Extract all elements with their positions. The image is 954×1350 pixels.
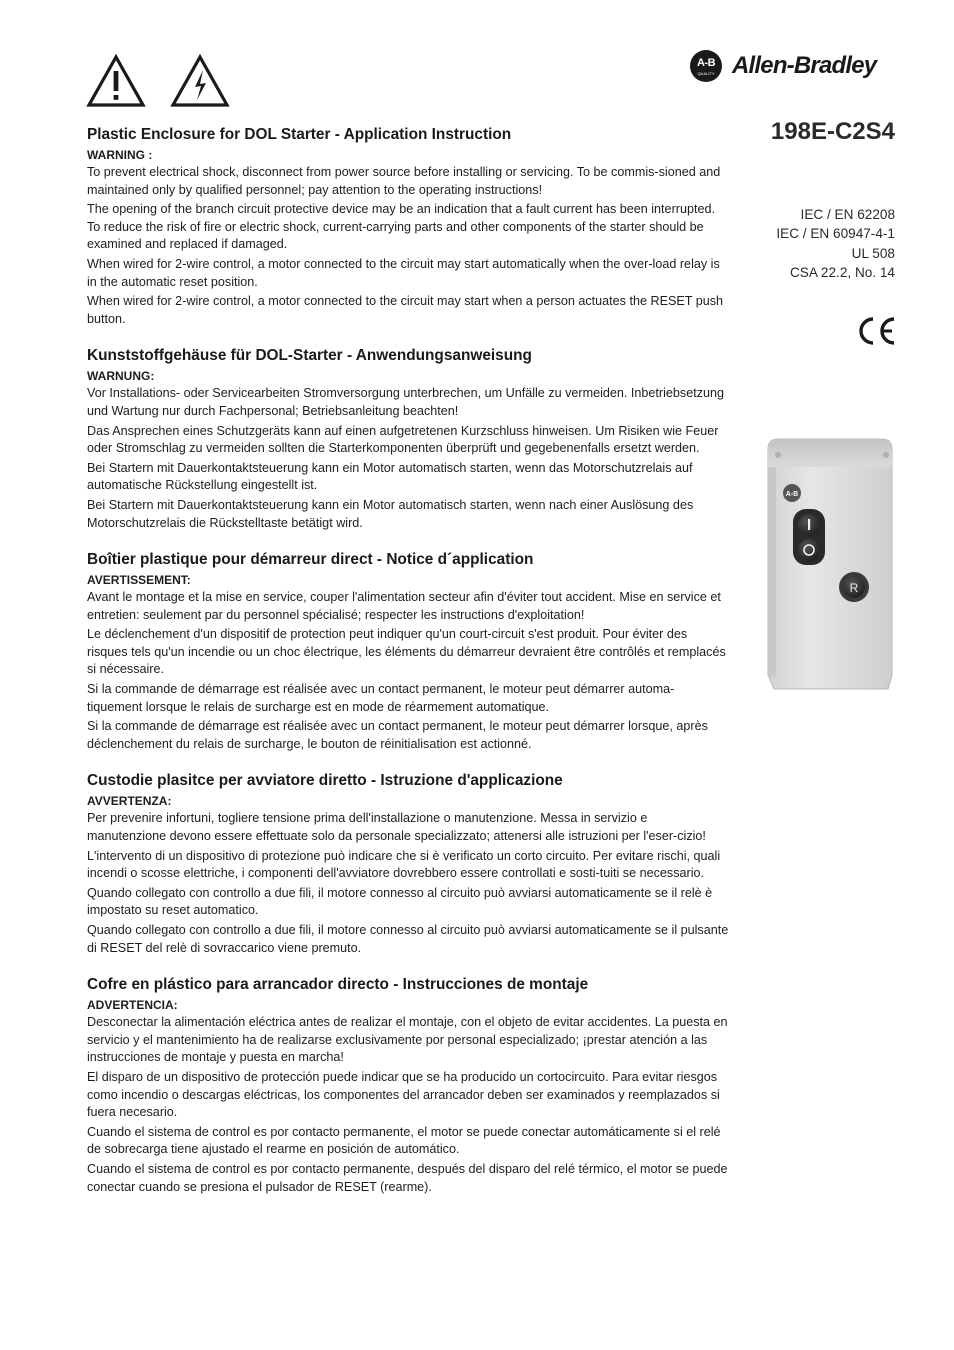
- paragraph: Cuando el sistema de control es por contacto permanente, el motor se puede conectar automáticamente si el relé de sobrecarga tiene ajustado el rearme en posición de automático.: [87, 1124, 721, 1157]
- product-code: 198E-C2S4: [770, 118, 895, 145]
- paragraph: L'intervento di un dispositivo di protezione può indicare che si è verificato un corto circuito. Per evitare rischi, quali incendi o scosse elettriche, i componenti dell'avviatore dovrebbero essere controllati e sosti-tuiti se necessario.: [87, 848, 721, 881]
- section-title: Plastic Enclosure for DOL Starter - Application Instruction: [87, 126, 512, 143]
- standard-item: UL 508: [851, 245, 895, 261]
- brand-name: Allen-Bradley: [732, 52, 877, 79]
- paragraph: To prevent electrical shock, disconnect from power source before installing or servicing. To be commis-sioned and maintained only by qualified personnel; pay attention to the operating instructions!: [87, 165, 721, 197]
- standard-item: IEC / EN 62208: [800, 207, 895, 222]
- photo-reset-label: R: [849, 581, 859, 595]
- warning-label: ADVERTENCIA:: [87, 998, 178, 1013]
- paragraph: Si la commande de démarrage est réalisée avec un contact permanent, le moteur peut démarrer lorsque, après déclenchement du relais de surcharge, le bouton de réinitialisation est actionné.: [87, 719, 708, 751]
- caution-triangle-icon: [86, 54, 146, 108]
- paragraph: Quando collegato con controllo a due fili, il motore connesso al circuito può avviarsi automaticamente se il pulsante di RESET del relè di sovraccarico viene premuto.: [87, 923, 729, 955]
- standards-list: [776, 205, 895, 283]
- electric-hazard-icon: [170, 54, 230, 108]
- paragraph: When wired for 2-wire control, a motor connected to the circuit may start when a person actuates the RESET push button.: [87, 294, 724, 326]
- photo-ab-logo-text: A-B: [785, 491, 799, 498]
- paragraph: Bei Startern mit Dauerkontaktsteuerung kann ein Motor automatisch starten, wenn das Motorschutzrelais auf automatische Rückstellung eingestellt ist.: [87, 460, 693, 493]
- warning-label: AVERTISSEMENT:: [87, 573, 191, 588]
- paragraph: Avant le montage et la mise en service, couper l'alimentation secteur afin d'éviter tout accident. Mise en service et entretien: seulement par du personnel spécialisé; respecter les instructions d'exploitation!: [87, 590, 721, 622]
- ce-mark-icon: [856, 316, 898, 351]
- instruction-content: [87, 124, 729, 1213]
- warning-label: WARNING :: [87, 148, 153, 162]
- brand-logo: [690, 50, 876, 82]
- section-italian: [87, 770, 729, 957]
- warning-label: AVVERTENZA:: [87, 794, 172, 809]
- section-title: Custodie plasitce per avviatore diretto - Istruzione d'applicazione: [87, 772, 563, 790]
- paragraph: Per prevenire infortuni, togliere tensione prima dell'installazione o manutenzione. Messa in servizio e manutenzione devono essere effettuate solo da personale specializzato; attenersi alle istruzioni per l'eser-cizio!: [87, 811, 706, 844]
- product-photo: [764, 437, 896, 693]
- paragraph: Vor Installations- oder Servicearbeiten Stromversorgung unterbrechen, um Unfälle zu vermeiden. Inbetriebsetzung und Wartung nur durch Fachpersonal; Betriebsanleitung beachten!: [87, 386, 725, 418]
- section-title: Cofre en plástico para arrancador directo - Instrucciones de montaje: [87, 976, 589, 994]
- ab-badge-text: A-B: [696, 57, 716, 69]
- paragraph: When wired for 2-wire control, a motor connected to the circuit may start automatically when the over-load relay is in the automatic reset position.: [87, 256, 720, 289]
- paragraph: Le déclenchement d'un dispositif de protection peut indiquer qu'un court-circuit s'est produit. Pour éviter des risques tels qu'un incendie ou un choc électrique, les éléments du démarreur devraient être contrôlés et remplacés si nécessaire.: [87, 627, 726, 677]
- section-spanish: [87, 974, 729, 1196]
- ab-badge-icon: [690, 50, 722, 82]
- paragraph: El disparo de un dispositivo de protección puede indicar que se ha producido un cortocircuito. Para evitar riesgos como incendio o descargas eléctricas, los componentes del arrancador deben ser examinados y reemplazados si fuera necesario.: [87, 1069, 720, 1120]
- section-title: Kunststoffgehäuse für DOL-Starter - Anwendungsanweisung: [87, 347, 532, 365]
- paragraph: Desconectar la alimentación eléctrica antes de realizar el montaje, con el objeto de evitar accidentes. La puesta en servicio y el mantenimiento ha de realizarse exclusivamente por personal especializado; ¡prestar atención a las instrucciones de montaje y puesta en marcha!: [87, 1015, 728, 1065]
- warning-label: WARNUNG:: [87, 369, 155, 384]
- warning-icons: [86, 54, 230, 108]
- ab-badge-subtext: QUALITY: [697, 71, 715, 76]
- standard-item: IEC / EN 60947-4-1: [776, 226, 895, 242]
- standard-item: CSA 22.2, No. 14: [789, 265, 895, 281]
- section-title: Boîtier plastique pour démarreur direct - Notice d´application: [87, 551, 534, 569]
- paragraph: Quando collegato con controllo a due fili, il motore connesso al circuito può avviarsi automaticamente se il relè è impostato su reset automatico.: [87, 885, 713, 918]
- section-french: [87, 549, 729, 753]
- paragraph: Si la commande de démarrage est réalisée avec un contact permanent, le moteur peut démarrer automa-tiquement lorsque le relais de surcharge est en mode de réarmement automatique.: [87, 682, 675, 714]
- paragraph: Bei Startern mit Dauerkontaktsteuerung kann ein Motor automatisch starten, wenn nach einer Auslösung des Motorschutzrelais die Rückstelltaste betätigt wird.: [87, 497, 694, 530]
- paragraph: Cuando el sistema de control es por contacto permanente, después del disparo del relé térmico, el motor se puede conectar cuando se presiona el pulsador de RESET (rearme).: [87, 1161, 728, 1194]
- section-english: [87, 124, 729, 328]
- paragraph: The opening of the branch circuit protective device may be an indication that a fault current has been interrupted. To reduce the risk of fire or electric shock, current-carrying parts and other components of the starter should be examined and replaced if damaged.: [87, 202, 715, 252]
- paragraph: Das Ansprechen eines Schutzgeräts kann auf einen aufgetretenen Kurzschluss hinweisen. Um Risiken wie Feuer oder Stromschlag zu vermeiden sollten die Starterkomponenten überprüft und gegebenenfalls ersetzt werden.: [87, 423, 719, 456]
- section-german: [87, 345, 729, 532]
